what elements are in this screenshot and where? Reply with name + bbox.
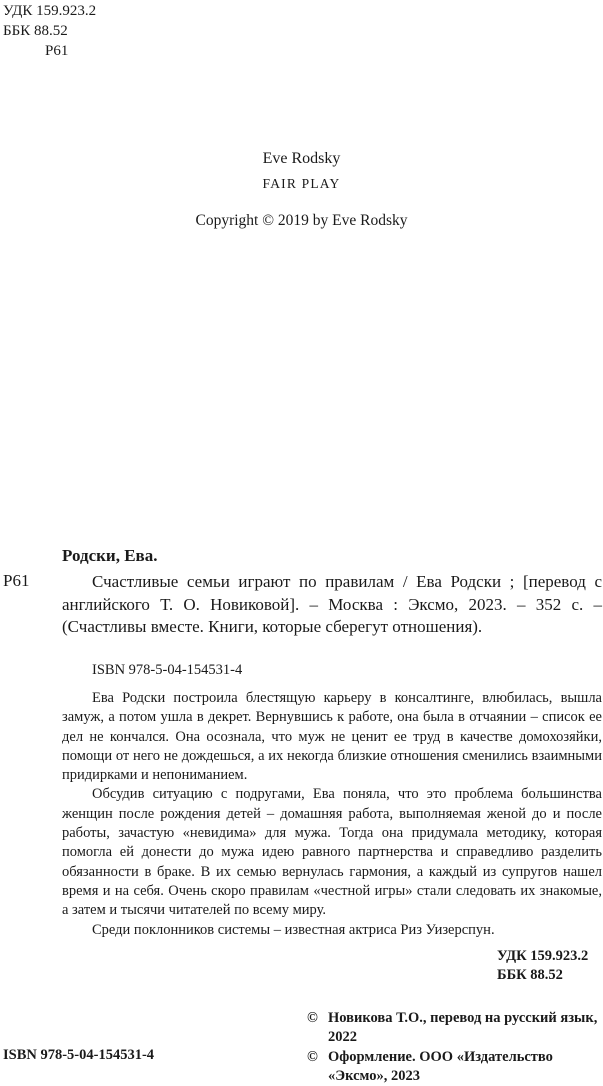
copyright-mark: © xyxy=(307,1048,318,1065)
classification-codes-bottom xyxy=(497,947,588,985)
rights-text: Новикова Т.О., перевод на русский язык, 2022 xyxy=(328,1010,598,1046)
original-title: FAIR PLAY xyxy=(262,176,341,191)
udk-code: УДК 159.923.2 xyxy=(3,3,97,19)
annotation-paragraph: Ева Родски построила блестящую карьеру в консалтинге, влюбилась, вышла замуж, а потом ушла в декрет. Вернувшись к работе, она была в отчаянии – список ее дел не кончался. Она осознала, что муж не ценит ее труд в качестве домохозяйки, помощи от него не дождешься, а их некогда близкие отношения сменились взаимными придирками и непониманием. xyxy=(62,690,602,784)
bibliographic-description: Счастливые семьи играют по правилам / Ева Родски ; [перевод с английского Т. О. Новиковой]. – Москва : Эксмо, 2023. – 352 с. – (Счастливы вместе. Книги, которые сберегут отношения). xyxy=(62,572,602,636)
copyright-mark: © xyxy=(307,1010,318,1026)
annotation-paragraph: Среди поклонников системы – известная актриса Риз Уизерспун. xyxy=(92,921,495,938)
bbk-code-bottom: ББК 88.52 xyxy=(497,967,563,983)
udk-code-bottom: УДК 159.923.2 xyxy=(497,948,589,964)
record-author-heading: Родски, Ева. xyxy=(62,546,158,565)
bottom-isbn: ISBN 978-5-04-154531-4 xyxy=(3,1047,155,1063)
record-isbn: ISBN 978-5-04-154531-4 xyxy=(92,662,243,678)
annotation xyxy=(62,689,602,940)
author-mark-code: Р61 xyxy=(45,43,69,59)
rights-notice-translation xyxy=(307,1009,603,1048)
bbk-code: ББК 88.52 xyxy=(3,23,68,39)
original-author: Eve Rodsky xyxy=(262,150,341,167)
original-copyright: Copyright © 2019 by Eve Rodsky xyxy=(195,212,408,229)
rights-notices xyxy=(307,1009,603,1086)
record-author-mark: Р61 xyxy=(3,571,30,590)
rights-notice-design xyxy=(307,1048,603,1086)
classification-codes-top xyxy=(3,1,96,61)
rights-text: Оформление. ООО «Издательство «Эксмо», 2023 xyxy=(328,1048,553,1084)
annotation-paragraph: Обсудив ситуацию с подругами, Ева поняла, что это проблема большинства женщин после рождения детей – домашняя работа, выполняемая женой до и после работы, зачастую «невидима» для мужа. Тогда она придумала методику, которая помогла ей донести до мужа идею равного партнерства и справедливо разделить обязанности в браке. В их семью вернулась гармония, а каждый из супругов нашел время и на себя. Очень скоро правилам «честной игры» стали следовать их знакомые, а затем и тысячи читателей по всему миру. xyxy=(62,786,602,919)
